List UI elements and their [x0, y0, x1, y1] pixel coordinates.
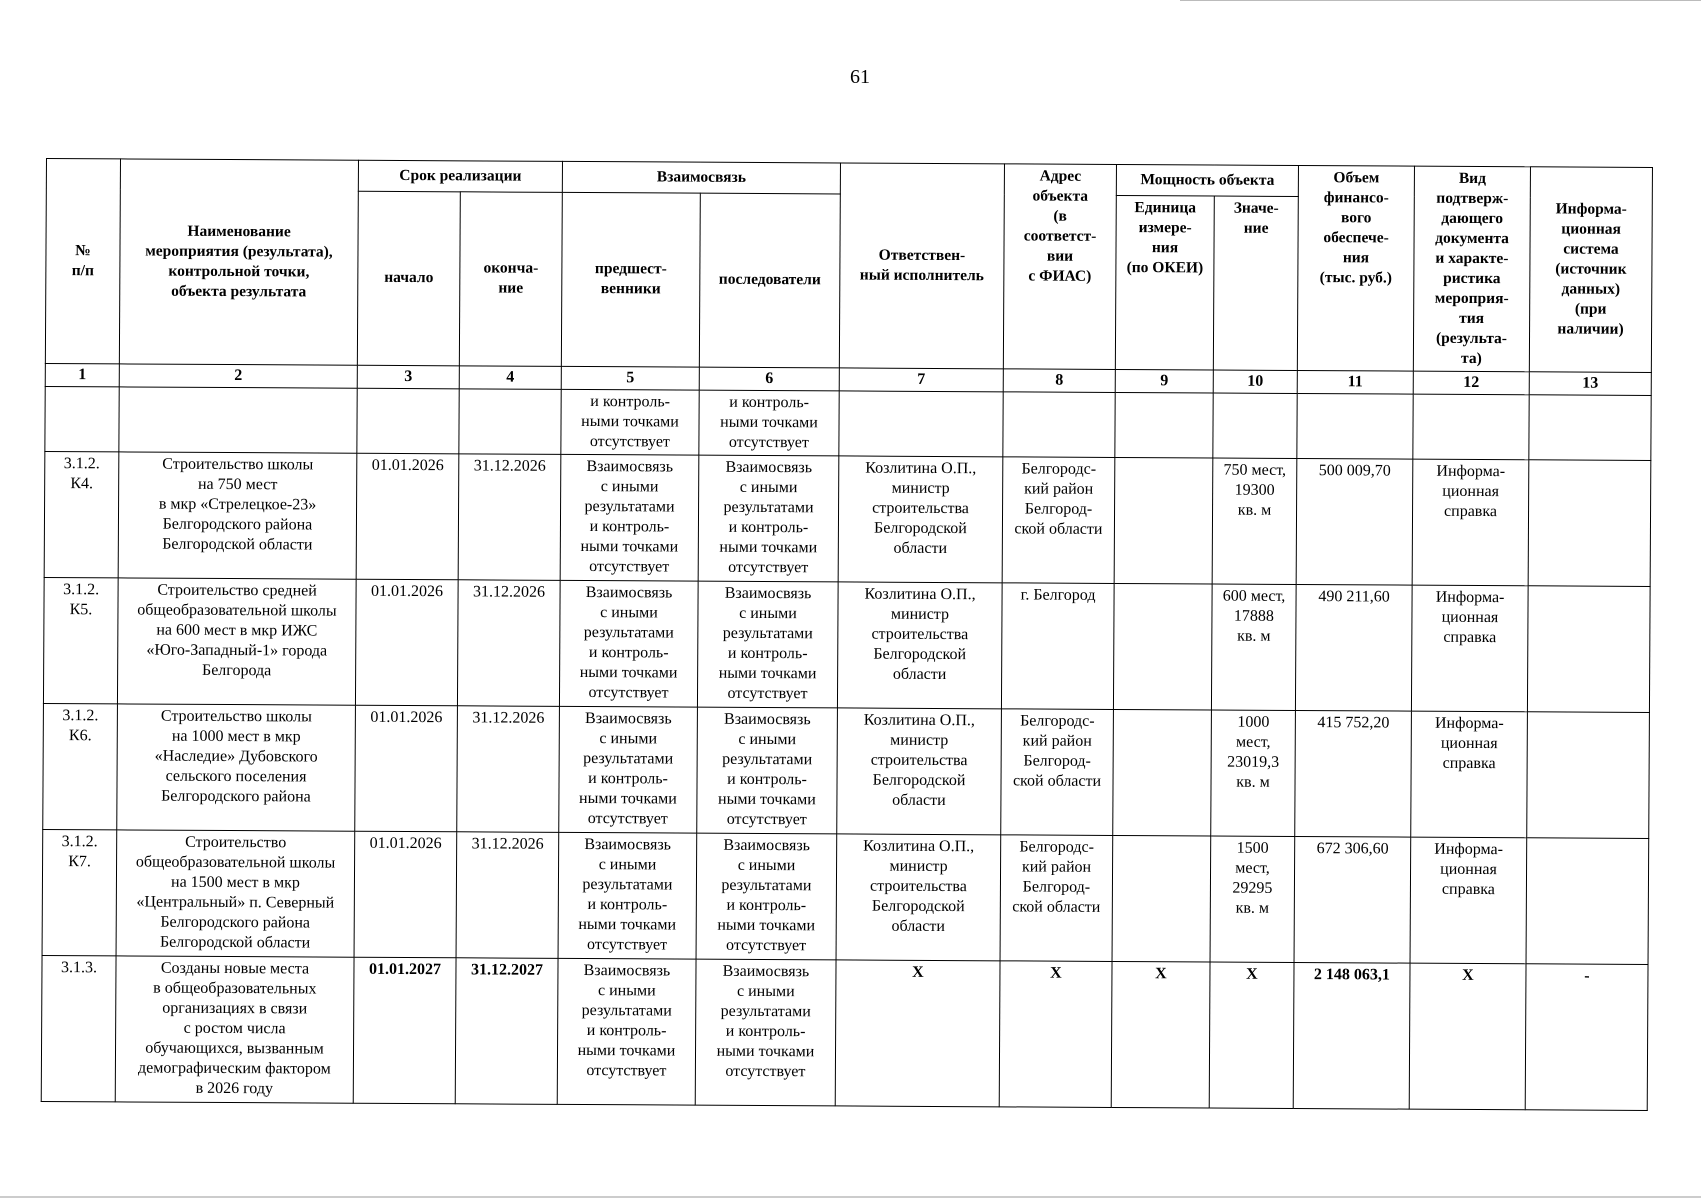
cell-num: 3.1.2. К6. — [43, 703, 118, 829]
column-number: 3 — [357, 365, 459, 389]
cell-address: Белгородс- кий район Белгород- ской области — [1001, 709, 1114, 836]
cell-successors: Взаимосвязь с иными результатами и контроль- ными точками отсутствует — [695, 959, 836, 1106]
cell-unit — [1113, 709, 1212, 836]
cell-volume: 2 148 063,1 — [1293, 962, 1410, 1109]
cell-responsible: Козлитина О.П., министр строительства Белгородской области — [838, 456, 1003, 583]
cell-responsible: Х — [835, 960, 1000, 1107]
cell-volume: 672 306,60 — [1294, 836, 1411, 963]
column-number: 2 — [119, 364, 357, 388]
cell-info-system: - — [1525, 964, 1648, 1111]
cell-successors: Взаимосвязь с иными результатами и контроль- ными точками отсутствует — [698, 455, 839, 582]
cell-num: 3.1.2. К7. — [42, 829, 117, 955]
header-successors: последователи — [699, 193, 840, 368]
cell-num: 3.1.2. К5. — [43, 577, 118, 703]
cell-predecessors: Взаимосвязь с иными результатами и контроль- ными точками отсутствует — [558, 832, 697, 959]
header-term-group: Срок реализации — [358, 160, 562, 192]
cell-doc-type: Информа- ционная справка — [1410, 837, 1527, 964]
header-num: № п/п — [45, 159, 120, 364]
page-number: 61 — [850, 66, 870, 88]
cell-successors: и контроль- ными точками отсутствует — [699, 390, 839, 456]
cell-start: 01.01.2027 — [353, 957, 456, 1104]
cell-responsible: Козлитина О.П., министр строительства Белгородской области — [837, 708, 1002, 835]
column-number: 10 — [1213, 370, 1297, 393]
cell-name: Строительство средней общеобразовательной школы на 600 мест в мкр ИЖС «Юго-Западный-1» города Белгорода — [117, 578, 356, 705]
column-number: 6 — [699, 367, 839, 391]
table-row — [43, 703, 1650, 838]
cell-value: Х — [1209, 962, 1294, 1108]
cell-successors: Взаимосвязь с иными результатами и контроль- ными точками отсутствует — [696, 833, 837, 960]
header-capacity-group: Мощность объекта — [1116, 164, 1298, 196]
column-number: 5 — [561, 366, 699, 390]
cell-unit: Х — [1111, 961, 1210, 1108]
table-row — [43, 577, 1650, 712]
cell-predecessors: Взаимосвязь с иными результатами и контроль- ными точками отсутствует — [559, 580, 698, 707]
cell-unit — [1113, 583, 1212, 710]
column-number: 7 — [839, 368, 1003, 392]
cell-address: Белгородс- кий район Белгород- ской области — [1000, 835, 1113, 962]
summary-row — [41, 955, 1648, 1110]
cell-end: 31.12.2027 — [455, 958, 558, 1105]
cell-doc-type: Информа- ционная справка — [1411, 711, 1528, 838]
cell-info-system — [1527, 586, 1650, 713]
column-number: 8 — [1003, 369, 1115, 393]
cell-end: 31.12.2026 — [456, 832, 559, 959]
scan-edge-top — [1180, 0, 1701, 1]
column-number: 1 — [45, 363, 119, 386]
cell-address: Х — [999, 961, 1112, 1108]
cell-unit — [1112, 835, 1211, 962]
cell-doc-type: Х — [1409, 963, 1526, 1110]
cell-unit — [1114, 457, 1213, 584]
continuation-row — [45, 386, 1651, 460]
cell-name: Строительство школы на 750 мест в мкр «Стрелецкое-23» Белгородского района Белгородской области — [118, 452, 357, 579]
cell-predecessors: Взаимосвязь с иными результатами и контроль- ными точками отсутствует — [557, 958, 696, 1105]
table-row — [42, 829, 1649, 964]
cell-name: Строительство школы на 1000 мест в мкр «Наследие» Дубовского сельского поселения Белгородского района — [117, 704, 356, 831]
header-responsible: Ответствен- ный исполнитель — [839, 163, 1004, 369]
cell-value: 750 мест, 19300 кв. м — [1212, 458, 1297, 584]
cell-info-system — [1527, 712, 1650, 839]
cell-end: 31.12.2026 — [457, 706, 560, 833]
cell-start: 01.01.2026 — [354, 831, 457, 958]
cell-volume: 415 752,20 — [1295, 710, 1412, 837]
header-predecessors: предшест- венники — [561, 192, 700, 367]
cell-address: Белгородс- кий район Белгород- ской области — [1002, 457, 1115, 584]
cell-volume: 490 211,60 — [1295, 584, 1412, 711]
header-address: Адрес объекта (в соответст- вии с ФИАС) — [1003, 164, 1116, 370]
cell-info-system — [1528, 460, 1651, 587]
cell-predecessors: и контроль- ными точками отсутствует — [561, 389, 699, 455]
header-doc-type: Вид подтверж- дающего документа и характе- ристика мероприя- тия (результа- та) — [1413, 166, 1530, 372]
cell-num: 3.1.2. К4. — [44, 451, 119, 577]
cell-doc-type: Информа- ционная справка — [1412, 459, 1529, 586]
cell-name: Созданы новые места в общеобразовательных организациях в связи с ростом числа обучающихся, вызванным демографическим фактором в 2026 году — [115, 956, 354, 1103]
cell-value: 1000 мест, 23019,3 кв. м — [1211, 710, 1296, 836]
header-link-group: Взаимосвязь — [562, 161, 840, 193]
column-number: 4 — [459, 366, 561, 390]
header-info-system: Информа- ционная система (источник данных) (при наличии) — [1529, 167, 1652, 373]
column-number: 11 — [1297, 370, 1413, 394]
cell-value: 600 мест, 17888 кв. м — [1211, 584, 1296, 710]
header-end: оконча- ние — [459, 192, 562, 367]
cell-end: 31.12.2026 — [458, 454, 561, 581]
cell-successors: Взаимосвязь с иными результатами и контроль- ными точками отсутствует — [697, 707, 838, 834]
header-value: Значе- ние — [1213, 196, 1298, 371]
cell-volume: 500 009,70 — [1296, 458, 1413, 585]
cell-name: Строительство общеобразовательной школы на 1500 мест в мкр «Центральный» п. Северный Белгородского района Белгородской области — [116, 830, 355, 957]
table-row — [44, 451, 1651, 586]
column-number: 12 — [1413, 371, 1529, 395]
cell-responsible: Козлитина О.П., министр строительства Белгородской области — [836, 834, 1001, 961]
cell-info-system — [1526, 838, 1649, 965]
scan-edge-bottom — [0, 1196, 1701, 1198]
cell-doc-type: Информа- ционная справка — [1411, 585, 1528, 712]
column-number: 13 — [1529, 372, 1651, 396]
cell-predecessors: Взаимосвязь с иными результатами и контроль- ными точками отсутствует — [560, 454, 699, 581]
header-name: Наименование мероприятия (результата), контрольной точки, объекта результата — [119, 159, 358, 365]
header-unit: Единица измере- ния (по ОКЕИ) — [1115, 195, 1214, 370]
header-start: начало — [357, 191, 460, 366]
header-volume: Объем финансо- вого обеспече- ния (тыс. руб.) — [1297, 165, 1414, 371]
cell-start: 01.01.2026 — [355, 579, 458, 706]
measures-table — [41, 158, 1653, 1111]
cell-successors: Взаимосвязь с иными результатами и контроль- ными точками отсутствует — [697, 581, 838, 708]
cell-start: 01.01.2026 — [355, 705, 458, 832]
cell-num: 3.1.3. — [41, 955, 116, 1101]
cell-value: 1500 мест, 29295 кв. м — [1210, 836, 1295, 962]
cell-end: 31.12.2026 — [457, 580, 560, 707]
cell-start: 01.01.2026 — [356, 453, 459, 580]
column-number: 9 — [1115, 369, 1213, 393]
cell-responsible: Козлитина О.П., министр строительства Белгородской области — [837, 582, 1002, 709]
cell-predecessors: Взаимосвязь с иными результатами и контроль- ными точками отсутствует — [559, 706, 698, 833]
cell-address: г. Белгород — [1001, 583, 1114, 710]
